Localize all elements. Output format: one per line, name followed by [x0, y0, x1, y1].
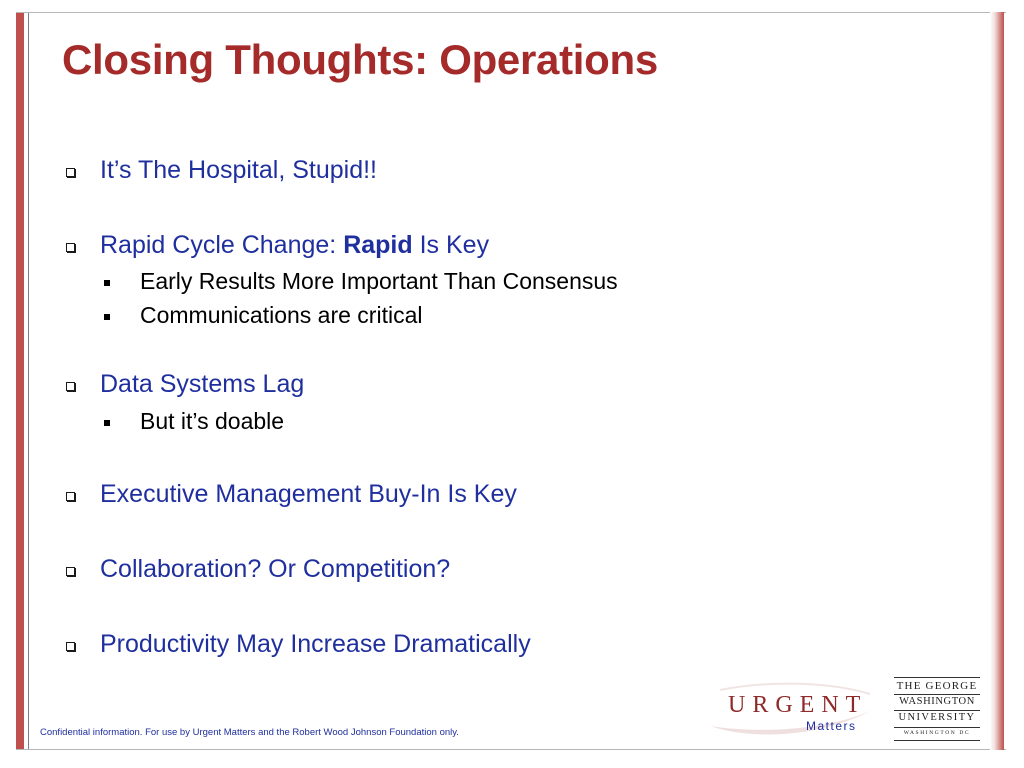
hollow-square-bullet-icon: [66, 492, 75, 501]
slide-title: Closing Thoughts: Operations: [62, 36, 658, 83]
sub-bullet-item: [104, 302, 422, 329]
hollow-square-bullet-icon: [66, 243, 75, 252]
sub-bullet-text: But it’s doable: [140, 408, 285, 434]
sub-bullet-item: [104, 408, 284, 435]
left-rule: [28, 12, 29, 750]
bullet-text: Collaboration? Or Competition?: [100, 555, 451, 583]
gwu-rule: [894, 710, 980, 711]
confidentiality-footer: Confidential information. For use by Urgent Matters and the Robert Wood Johnson Foundation only.: [40, 727, 459, 738]
bullet-text: Data Systems Lag: [100, 370, 305, 398]
hollow-square-bullet-icon: [66, 642, 75, 651]
filled-square-bullet-icon: [104, 280, 110, 286]
gwu-line-2: WASHINGTON: [899, 696, 975, 707]
bullet-item-2: [66, 231, 489, 260]
bullet-text: It’s The Hospital, Stupid!!: [100, 156, 378, 184]
bullet-text: [100, 231, 489, 260]
bullet-text: Productivity May Increase Dramatically: [100, 630, 531, 658]
gwu-line-3: UNIVERSITY: [898, 712, 976, 723]
matters-wordmark: Matters: [806, 719, 857, 733]
bullet-item-1: [66, 156, 377, 185]
bullet-item-3: [66, 370, 304, 399]
sub-bullet-text: Early Results More Important Than Consensus: [140, 268, 618, 294]
hollow-square-bullet-icon: [66, 567, 75, 576]
gwu-line-1: THE GEORGE: [896, 680, 978, 692]
sub-bullet-text: Communications are critical: [140, 302, 423, 328]
top-rule: [16, 12, 1006, 13]
bullet-text-before: Rapid Cycle Change:: [100, 231, 344, 259]
bullet-item-6: [66, 630, 531, 659]
filled-square-bullet-icon: [104, 314, 110, 320]
hollow-square-bullet-icon: [66, 168, 75, 177]
gwu-logo: [894, 677, 980, 743]
gwu-rule: [894, 727, 980, 728]
bottom-rule: [16, 749, 1006, 750]
urgent-wordmark: URGENT: [728, 692, 868, 718]
hollow-square-bullet-icon: [66, 382, 75, 391]
right-accent-bar: [990, 12, 1004, 750]
bullet-text-after: Is Key: [412, 231, 490, 259]
bullet-text: Executive Management Buy-In Is Key: [100, 480, 517, 508]
gwu-rule: [894, 740, 980, 741]
urgent-matters-logo: [700, 680, 880, 742]
bullet-item-5: [66, 555, 450, 584]
gwu-line-4: WASHINGTON DC: [903, 730, 971, 736]
filled-square-bullet-icon: [104, 420, 110, 426]
bullet-text-bold: Rapid: [343, 231, 413, 259]
left-accent-bar: [16, 12, 24, 750]
gwu-rule: [894, 694, 980, 695]
bullet-item-4: [66, 480, 517, 509]
gwu-rule: [894, 677, 980, 678]
sub-bullet-item: [104, 268, 618, 295]
